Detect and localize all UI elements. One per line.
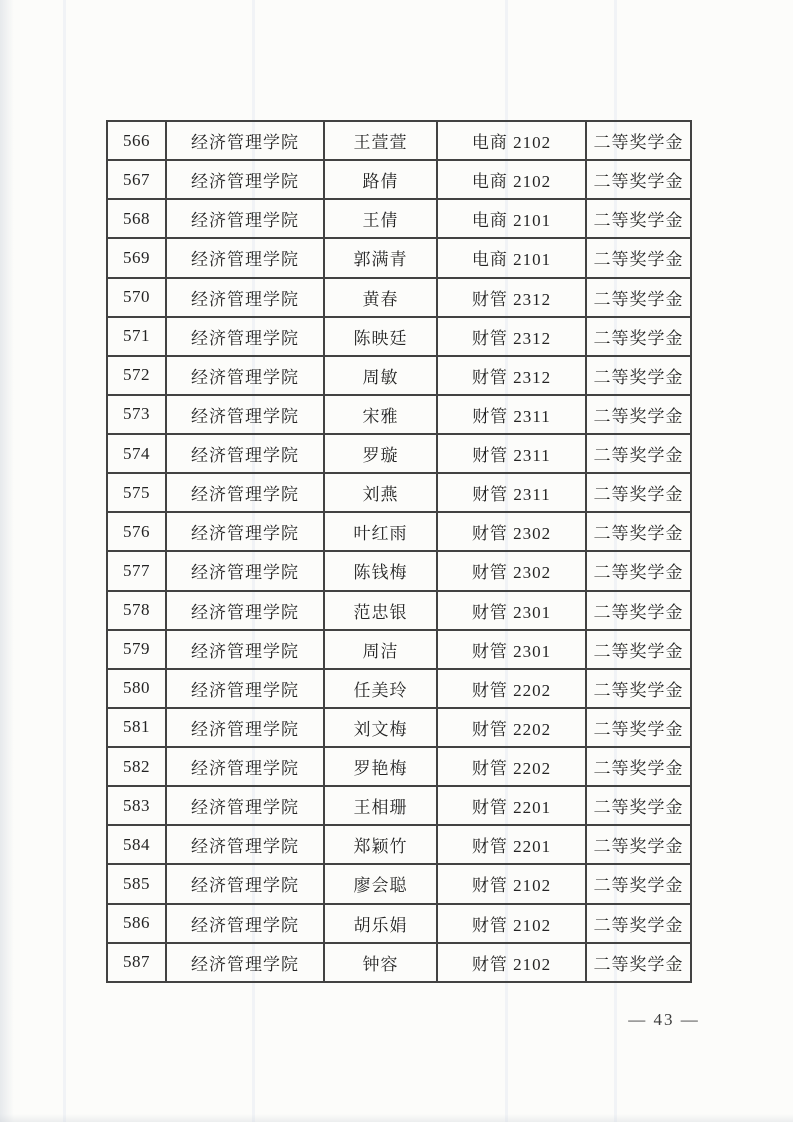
cell-class: 财管 2301	[437, 630, 586, 669]
table-row	[107, 512, 691, 551]
cell-college: 经济管理学院	[166, 669, 324, 708]
cell-class: 财管 2311	[437, 434, 586, 473]
cell-college: 经济管理学院	[166, 630, 324, 669]
cell-class: 财管 2302	[437, 512, 586, 551]
table-row	[107, 199, 691, 238]
table-row	[107, 864, 691, 903]
cell-row-number: 569	[107, 238, 166, 277]
cell-student-name: 胡乐娟	[324, 904, 437, 943]
cell-college: 经济管理学院	[166, 278, 324, 317]
table-row	[107, 473, 691, 512]
cell-college: 经济管理学院	[166, 943, 324, 982]
cell-class: 财管 2311	[437, 395, 586, 434]
cell-row-number: 574	[107, 434, 166, 473]
cell-award: 二等奖学金	[586, 630, 691, 669]
cell-college: 经济管理学院	[166, 551, 324, 590]
cell-college: 经济管理学院	[166, 473, 324, 512]
cell-class: 财管 2302	[437, 551, 586, 590]
cell-college: 经济管理学院	[166, 864, 324, 903]
cell-student-name: 廖会聪	[324, 864, 437, 903]
cell-award: 二等奖学金	[586, 943, 691, 982]
cell-award: 二等奖学金	[586, 160, 691, 199]
cell-award: 二等奖学金	[586, 278, 691, 317]
cell-college: 经济管理学院	[166, 356, 324, 395]
scan-edge-left	[0, 0, 14, 1122]
cell-class: 财管 2312	[437, 356, 586, 395]
cell-class: 财管 2202	[437, 708, 586, 747]
table-row	[107, 395, 691, 434]
cell-class: 财管 2202	[437, 669, 586, 708]
cell-row-number: 575	[107, 473, 166, 512]
cell-class: 财管 2201	[437, 786, 586, 825]
cell-student-name: 钟容	[324, 943, 437, 982]
cell-row-number: 583	[107, 786, 166, 825]
cell-class: 财管 2312	[437, 278, 586, 317]
cell-class: 财管 2102	[437, 864, 586, 903]
cell-row-number: 567	[107, 160, 166, 199]
table-row	[107, 317, 691, 356]
cell-college: 经济管理学院	[166, 160, 324, 199]
cell-class: 电商 2102	[437, 121, 586, 160]
scan-edge-bottom	[0, 1114, 793, 1122]
cell-student-name: 郑颖竹	[324, 825, 437, 864]
table-row	[107, 747, 691, 786]
cell-award: 二等奖学金	[586, 473, 691, 512]
cell-student-name: 范忠银	[324, 591, 437, 630]
cell-student-name: 刘文梅	[324, 708, 437, 747]
cell-student-name: 刘燕	[324, 473, 437, 512]
cell-student-name: 周洁	[324, 630, 437, 669]
cell-row-number: 581	[107, 708, 166, 747]
cell-college: 经济管理学院	[166, 317, 324, 356]
table-row	[107, 786, 691, 825]
cell-class: 电商 2102	[437, 160, 586, 199]
cell-award: 二等奖学金	[586, 864, 691, 903]
cell-class: 财管 2311	[437, 473, 586, 512]
cell-award: 二等奖学金	[586, 121, 691, 160]
cell-college: 经济管理学院	[166, 708, 324, 747]
cell-award: 二等奖学金	[586, 786, 691, 825]
cell-college: 经济管理学院	[166, 199, 324, 238]
cell-class: 财管 2102	[437, 904, 586, 943]
cell-student-name: 陈钱梅	[324, 551, 437, 590]
cell-award: 二等奖学金	[586, 551, 691, 590]
table-row	[107, 630, 691, 669]
table-row	[107, 238, 691, 277]
cell-award: 二等奖学金	[586, 512, 691, 551]
cell-award: 二等奖学金	[586, 669, 691, 708]
cell-row-number: 568	[107, 199, 166, 238]
cell-college: 经济管理学院	[166, 747, 324, 786]
cell-college: 经济管理学院	[166, 121, 324, 160]
cell-award: 二等奖学金	[586, 317, 691, 356]
cell-class: 电商 2101	[437, 199, 586, 238]
cell-row-number: 570	[107, 278, 166, 317]
cell-award: 二等奖学金	[586, 591, 691, 630]
cell-row-number: 580	[107, 669, 166, 708]
cell-student-name: 王萱萱	[324, 121, 437, 160]
cell-class: 财管 2201	[437, 825, 586, 864]
cell-row-number: 579	[107, 630, 166, 669]
cell-student-name: 路倩	[324, 160, 437, 199]
table-row	[107, 904, 691, 943]
scholarship-table-body	[107, 121, 691, 982]
cell-class: 财管 2312	[437, 317, 586, 356]
cell-row-number: 587	[107, 943, 166, 982]
cell-college: 经济管理学院	[166, 395, 324, 434]
cell-award: 二等奖学金	[586, 904, 691, 943]
cell-row-number: 578	[107, 591, 166, 630]
cell-student-name: 王相珊	[324, 786, 437, 825]
cell-college: 经济管理学院	[166, 904, 324, 943]
cell-student-name: 黄春	[324, 278, 437, 317]
table-row	[107, 278, 691, 317]
cell-student-name: 周敏	[324, 356, 437, 395]
cell-row-number: 584	[107, 825, 166, 864]
table-row	[107, 708, 691, 747]
scholarship-table	[106, 120, 692, 983]
cell-row-number: 577	[107, 551, 166, 590]
table-row	[107, 121, 691, 160]
cell-award: 二等奖学金	[586, 825, 691, 864]
cell-student-name: 罗艳梅	[324, 747, 437, 786]
cell-college: 经济管理学院	[166, 825, 324, 864]
cell-class: 电商 2101	[437, 238, 586, 277]
cell-row-number: 571	[107, 317, 166, 356]
table-row	[107, 356, 691, 395]
cell-student-name: 罗璇	[324, 434, 437, 473]
table-row	[107, 160, 691, 199]
cell-student-name: 宋雅	[324, 395, 437, 434]
table-row	[107, 551, 691, 590]
scan-streak	[63, 0, 66, 1122]
cell-class: 财管 2301	[437, 591, 586, 630]
cell-row-number: 566	[107, 121, 166, 160]
cell-award: 二等奖学金	[586, 434, 691, 473]
cell-college: 经济管理学院	[166, 786, 324, 825]
table-row	[107, 943, 691, 982]
cell-college: 经济管理学院	[166, 238, 324, 277]
cell-student-name: 任美玲	[324, 669, 437, 708]
cell-award: 二等奖学金	[586, 708, 691, 747]
cell-row-number: 586	[107, 904, 166, 943]
cell-student-name: 郭满青	[324, 238, 437, 277]
page-number: — 43 —	[628, 1010, 700, 1029]
cell-college: 经济管理学院	[166, 434, 324, 473]
cell-student-name: 叶红雨	[324, 512, 437, 551]
cell-row-number: 573	[107, 395, 166, 434]
cell-college: 经济管理学院	[166, 591, 324, 630]
cell-award: 二等奖学金	[586, 199, 691, 238]
table-row	[107, 669, 691, 708]
cell-college: 经济管理学院	[166, 512, 324, 551]
cell-row-number: 585	[107, 864, 166, 903]
cell-class: 财管 2102	[437, 943, 586, 982]
cell-student-name: 陈映廷	[324, 317, 437, 356]
cell-award: 二等奖学金	[586, 238, 691, 277]
cell-row-number: 572	[107, 356, 166, 395]
cell-award: 二等奖学金	[586, 747, 691, 786]
cell-award: 二等奖学金	[586, 395, 691, 434]
table-row	[107, 434, 691, 473]
table-row	[107, 591, 691, 630]
cell-award: 二等奖学金	[586, 356, 691, 395]
cell-row-number: 576	[107, 512, 166, 551]
cell-student-name: 王倩	[324, 199, 437, 238]
table-row	[107, 825, 691, 864]
cell-class: 财管 2202	[437, 747, 586, 786]
cell-row-number: 582	[107, 747, 166, 786]
